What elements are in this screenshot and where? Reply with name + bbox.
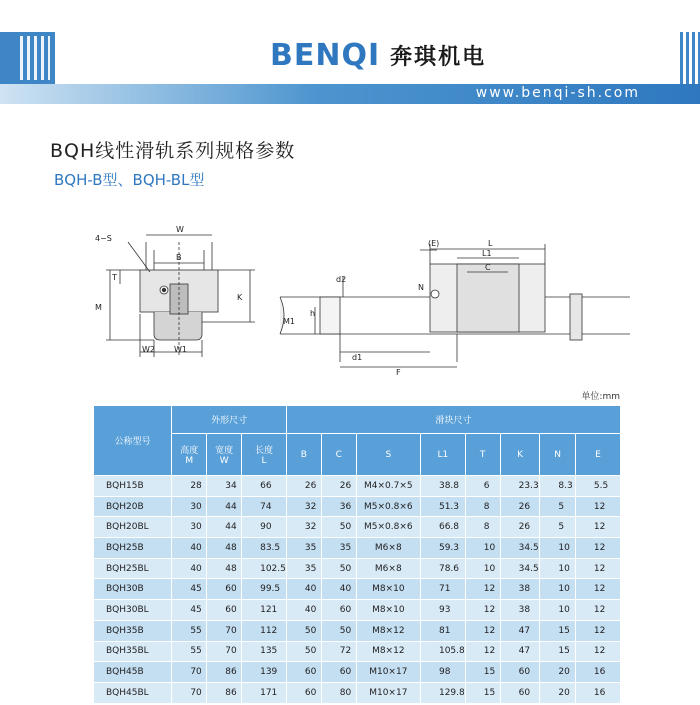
value-cell: 32	[286, 517, 321, 538]
value-cell: 26	[500, 496, 540, 517]
value-cell: 15	[465, 682, 500, 703]
value-cell: 20	[540, 682, 575, 703]
url-bar	[0, 84, 700, 104]
value-cell: M6×8	[356, 538, 420, 559]
value-cell: 12	[465, 641, 500, 662]
value-cell: 50	[321, 620, 356, 641]
value-cell: 12	[575, 538, 620, 559]
model-cell: BQH35BL	[94, 641, 172, 662]
table-row	[94, 579, 621, 600]
unit-label: 单位:mm	[581, 392, 620, 402]
model-cell: BQH30B	[94, 579, 172, 600]
header-right-stripe	[680, 32, 700, 84]
value-cell: 32	[286, 496, 321, 517]
value-cell: 12	[575, 558, 620, 579]
value-cell: 90	[242, 517, 287, 538]
value-cell: 26	[321, 476, 356, 497]
table-row	[94, 496, 621, 517]
value-cell: 81	[420, 620, 465, 641]
value-cell: 60	[321, 600, 356, 621]
table-row	[94, 558, 621, 579]
value-cell: 34.5	[500, 538, 540, 559]
model-cell: BQH30BL	[94, 600, 172, 621]
value-cell: M10×17	[356, 662, 420, 683]
value-cell: 80	[321, 682, 356, 703]
table-row	[94, 476, 621, 497]
value-cell: M10×17	[356, 682, 420, 703]
column-header-label: T	[479, 449, 486, 460]
value-cell: M5×0.8×6	[356, 517, 420, 538]
table-row	[94, 620, 621, 641]
value-cell: 45	[172, 579, 207, 600]
model-cell: BQH35B	[94, 620, 172, 641]
value-cell: 60	[500, 662, 540, 683]
logo-chinese-text: 奔琪机电	[390, 45, 487, 70]
label-e: (E)	[428, 239, 440, 248]
value-cell: 70	[207, 641, 242, 662]
value-cell: 30	[172, 496, 207, 517]
value-cell: 12	[575, 641, 620, 662]
column-header	[575, 434, 620, 476]
value-cell: M8×10	[356, 600, 420, 621]
label-d2: d2	[336, 275, 347, 284]
value-cell: 44	[207, 496, 242, 517]
page-subtitle: BQH-B型、BQH-BL型	[54, 171, 205, 189]
value-cell: 12	[575, 496, 620, 517]
value-cell: M8×12	[356, 620, 420, 641]
value-cell: 93	[420, 600, 465, 621]
value-cell: 28	[172, 476, 207, 497]
column-header-symbol: W	[219, 456, 229, 466]
spec-table	[93, 405, 621, 704]
value-cell: 48	[207, 558, 242, 579]
header-model: 公称型号	[94, 406, 172, 476]
label-n: N	[418, 283, 424, 292]
logo-english-text: BENQI	[270, 38, 381, 73]
label-4s: 4−S	[95, 234, 112, 243]
column-header	[286, 434, 321, 476]
value-cell: 35	[286, 558, 321, 579]
model-cell: BQH45B	[94, 662, 172, 683]
value-cell: 102.5	[242, 558, 287, 579]
value-cell: 45	[172, 600, 207, 621]
value-cell: 74	[242, 496, 287, 517]
technical-drawings	[90, 222, 630, 392]
model-cell: BQH15B	[94, 476, 172, 497]
table-row	[94, 538, 621, 559]
value-cell: 5	[540, 496, 575, 517]
column-header	[420, 434, 465, 476]
value-cell: 10	[465, 558, 500, 579]
value-cell: 35	[286, 538, 321, 559]
value-cell: 70	[172, 682, 207, 703]
label-l: L	[488, 239, 493, 248]
label-l1: L1	[482, 249, 492, 258]
value-cell: 15	[540, 641, 575, 662]
value-cell: 40	[172, 558, 207, 579]
column-header-label: N	[554, 449, 562, 460]
value-cell: 129.8	[420, 682, 465, 703]
label-c: C	[485, 263, 491, 272]
value-cell: 70	[207, 620, 242, 641]
value-cell: 60	[286, 662, 321, 683]
value-cell: 60	[321, 662, 356, 683]
column-header-symbol: M	[185, 456, 194, 466]
header-outer-dimensions: 外形尺寸	[172, 406, 287, 434]
value-cell: 71	[420, 579, 465, 600]
value-cell: 50	[286, 641, 321, 662]
value-cell: 12	[465, 620, 500, 641]
value-cell: 20	[540, 662, 575, 683]
value-cell: 12	[575, 620, 620, 641]
value-cell: 15	[465, 662, 500, 683]
label-w1: W1	[174, 345, 187, 354]
value-cell: 8	[465, 517, 500, 538]
value-cell: 47	[500, 620, 540, 641]
value-cell: 10	[540, 579, 575, 600]
value-cell: 105.8	[420, 641, 465, 662]
label-w: W	[176, 225, 184, 234]
value-cell: 59.3	[420, 538, 465, 559]
column-header-label: 长度	[254, 446, 273, 456]
value-cell: 70	[172, 662, 207, 683]
value-cell: 12	[575, 600, 620, 621]
model-cell: BQH25B	[94, 538, 172, 559]
value-cell: 48	[207, 538, 242, 559]
column-header	[500, 434, 540, 476]
value-cell: 12	[575, 517, 620, 538]
value-cell: 34.5	[500, 558, 540, 579]
value-cell: 50	[321, 558, 356, 579]
value-cell: 10	[540, 558, 575, 579]
value-cell: 10	[465, 538, 500, 559]
value-cell: 139	[242, 662, 287, 683]
value-cell: 72	[321, 641, 356, 662]
website-url: www.benqi-sh.com	[475, 85, 640, 101]
table-row	[94, 662, 621, 683]
value-cell: 55	[172, 641, 207, 662]
value-cell: 8	[465, 496, 500, 517]
value-cell: 30	[172, 517, 207, 538]
value-cell: 50	[286, 620, 321, 641]
header-block-dimensions: 滑块尺寸	[286, 406, 620, 434]
value-cell: 171	[242, 682, 287, 703]
value-cell: 40	[172, 538, 207, 559]
value-cell: 12	[465, 579, 500, 600]
value-cell: 12	[465, 600, 500, 621]
model-cell: BQH20B	[94, 496, 172, 517]
label-b: B	[176, 253, 182, 262]
value-cell: 86	[207, 662, 242, 683]
column-header	[321, 434, 356, 476]
column-header-label: C	[335, 449, 342, 460]
label-f: F	[396, 368, 401, 377]
column-header-label: B	[300, 449, 307, 460]
value-cell: 60	[207, 600, 242, 621]
value-cell: M8×10	[356, 579, 420, 600]
model-cell: BQH20BL	[94, 517, 172, 538]
value-cell: M6×8	[356, 558, 420, 579]
value-cell: 50	[321, 517, 356, 538]
value-cell: 34	[207, 476, 242, 497]
value-cell: 38	[500, 579, 540, 600]
column-header-label: 高度	[180, 446, 199, 456]
value-cell: 10	[540, 538, 575, 559]
value-cell: 98	[420, 662, 465, 683]
label-h: h	[310, 309, 316, 318]
value-cell: 66.8	[420, 517, 465, 538]
header-stripe-decoration	[0, 32, 55, 84]
value-cell: 135	[242, 641, 287, 662]
column-header	[356, 434, 420, 476]
value-cell: M5×0.8×6	[356, 496, 420, 517]
value-cell: 55	[172, 620, 207, 641]
value-cell: 40	[286, 600, 321, 621]
column-header-label: E	[595, 449, 601, 460]
value-cell: 36	[321, 496, 356, 517]
table-row	[94, 517, 621, 538]
company-logo	[270, 38, 486, 73]
value-cell: 60	[286, 682, 321, 703]
value-cell: 5.5	[575, 476, 620, 497]
value-cell: 10	[540, 600, 575, 621]
value-cell: 5	[540, 517, 575, 538]
value-cell: 47	[500, 641, 540, 662]
column-header	[207, 434, 242, 476]
value-cell: M8×12	[356, 641, 420, 662]
value-cell: 26	[500, 517, 540, 538]
value-cell: 44	[207, 517, 242, 538]
value-cell: 66	[242, 476, 287, 497]
value-cell: 12	[575, 579, 620, 600]
column-header	[540, 434, 575, 476]
value-cell: 86	[207, 682, 242, 703]
value-cell: 35	[321, 538, 356, 559]
model-cell: BQH45BL	[94, 682, 172, 703]
value-cell: 40	[286, 579, 321, 600]
value-cell: 38	[500, 600, 540, 621]
value-cell: 99.5	[242, 579, 287, 600]
label-m: M	[95, 303, 102, 312]
table-row	[94, 682, 621, 703]
model-cell: BQH25BL	[94, 558, 172, 579]
column-header-label: L1	[437, 449, 449, 460]
column-header-symbol: L	[261, 456, 267, 466]
value-cell: 16	[575, 682, 620, 703]
value-cell: 121	[242, 600, 287, 621]
label-k: K	[237, 293, 243, 302]
value-cell: M4×0.7×5	[356, 476, 420, 497]
column-header	[465, 434, 500, 476]
label-d1: d1	[352, 353, 363, 362]
column-header-label: 宽度	[215, 446, 234, 456]
value-cell: 8.3	[540, 476, 575, 497]
value-cell: 60	[207, 579, 242, 600]
value-cell: 51.3	[420, 496, 465, 517]
value-cell: 112	[242, 620, 287, 641]
column-header-label: S	[385, 449, 392, 460]
value-cell: 16	[575, 662, 620, 683]
value-cell: 38.8	[420, 476, 465, 497]
value-cell: 23.3	[500, 476, 540, 497]
header	[0, 0, 700, 105]
value-cell: 26	[286, 476, 321, 497]
column-header	[172, 434, 207, 476]
label-t: T	[112, 273, 117, 282]
value-cell: 6	[465, 476, 500, 497]
value-cell: 40	[321, 579, 356, 600]
page-title: BQH线性滑轨系列规格参数	[50, 140, 296, 162]
side-view-drawing	[280, 244, 630, 367]
value-cell: 78.6	[420, 558, 465, 579]
value-cell: 60	[500, 682, 540, 703]
label-m1: M1	[283, 317, 295, 326]
value-cell: 15	[540, 620, 575, 641]
column-header	[242, 434, 287, 476]
table-row	[94, 641, 621, 662]
column-header-label: K	[517, 449, 523, 460]
table-row	[94, 600, 621, 621]
value-cell: 83.5	[242, 538, 287, 559]
label-w2: W2	[142, 345, 155, 354]
